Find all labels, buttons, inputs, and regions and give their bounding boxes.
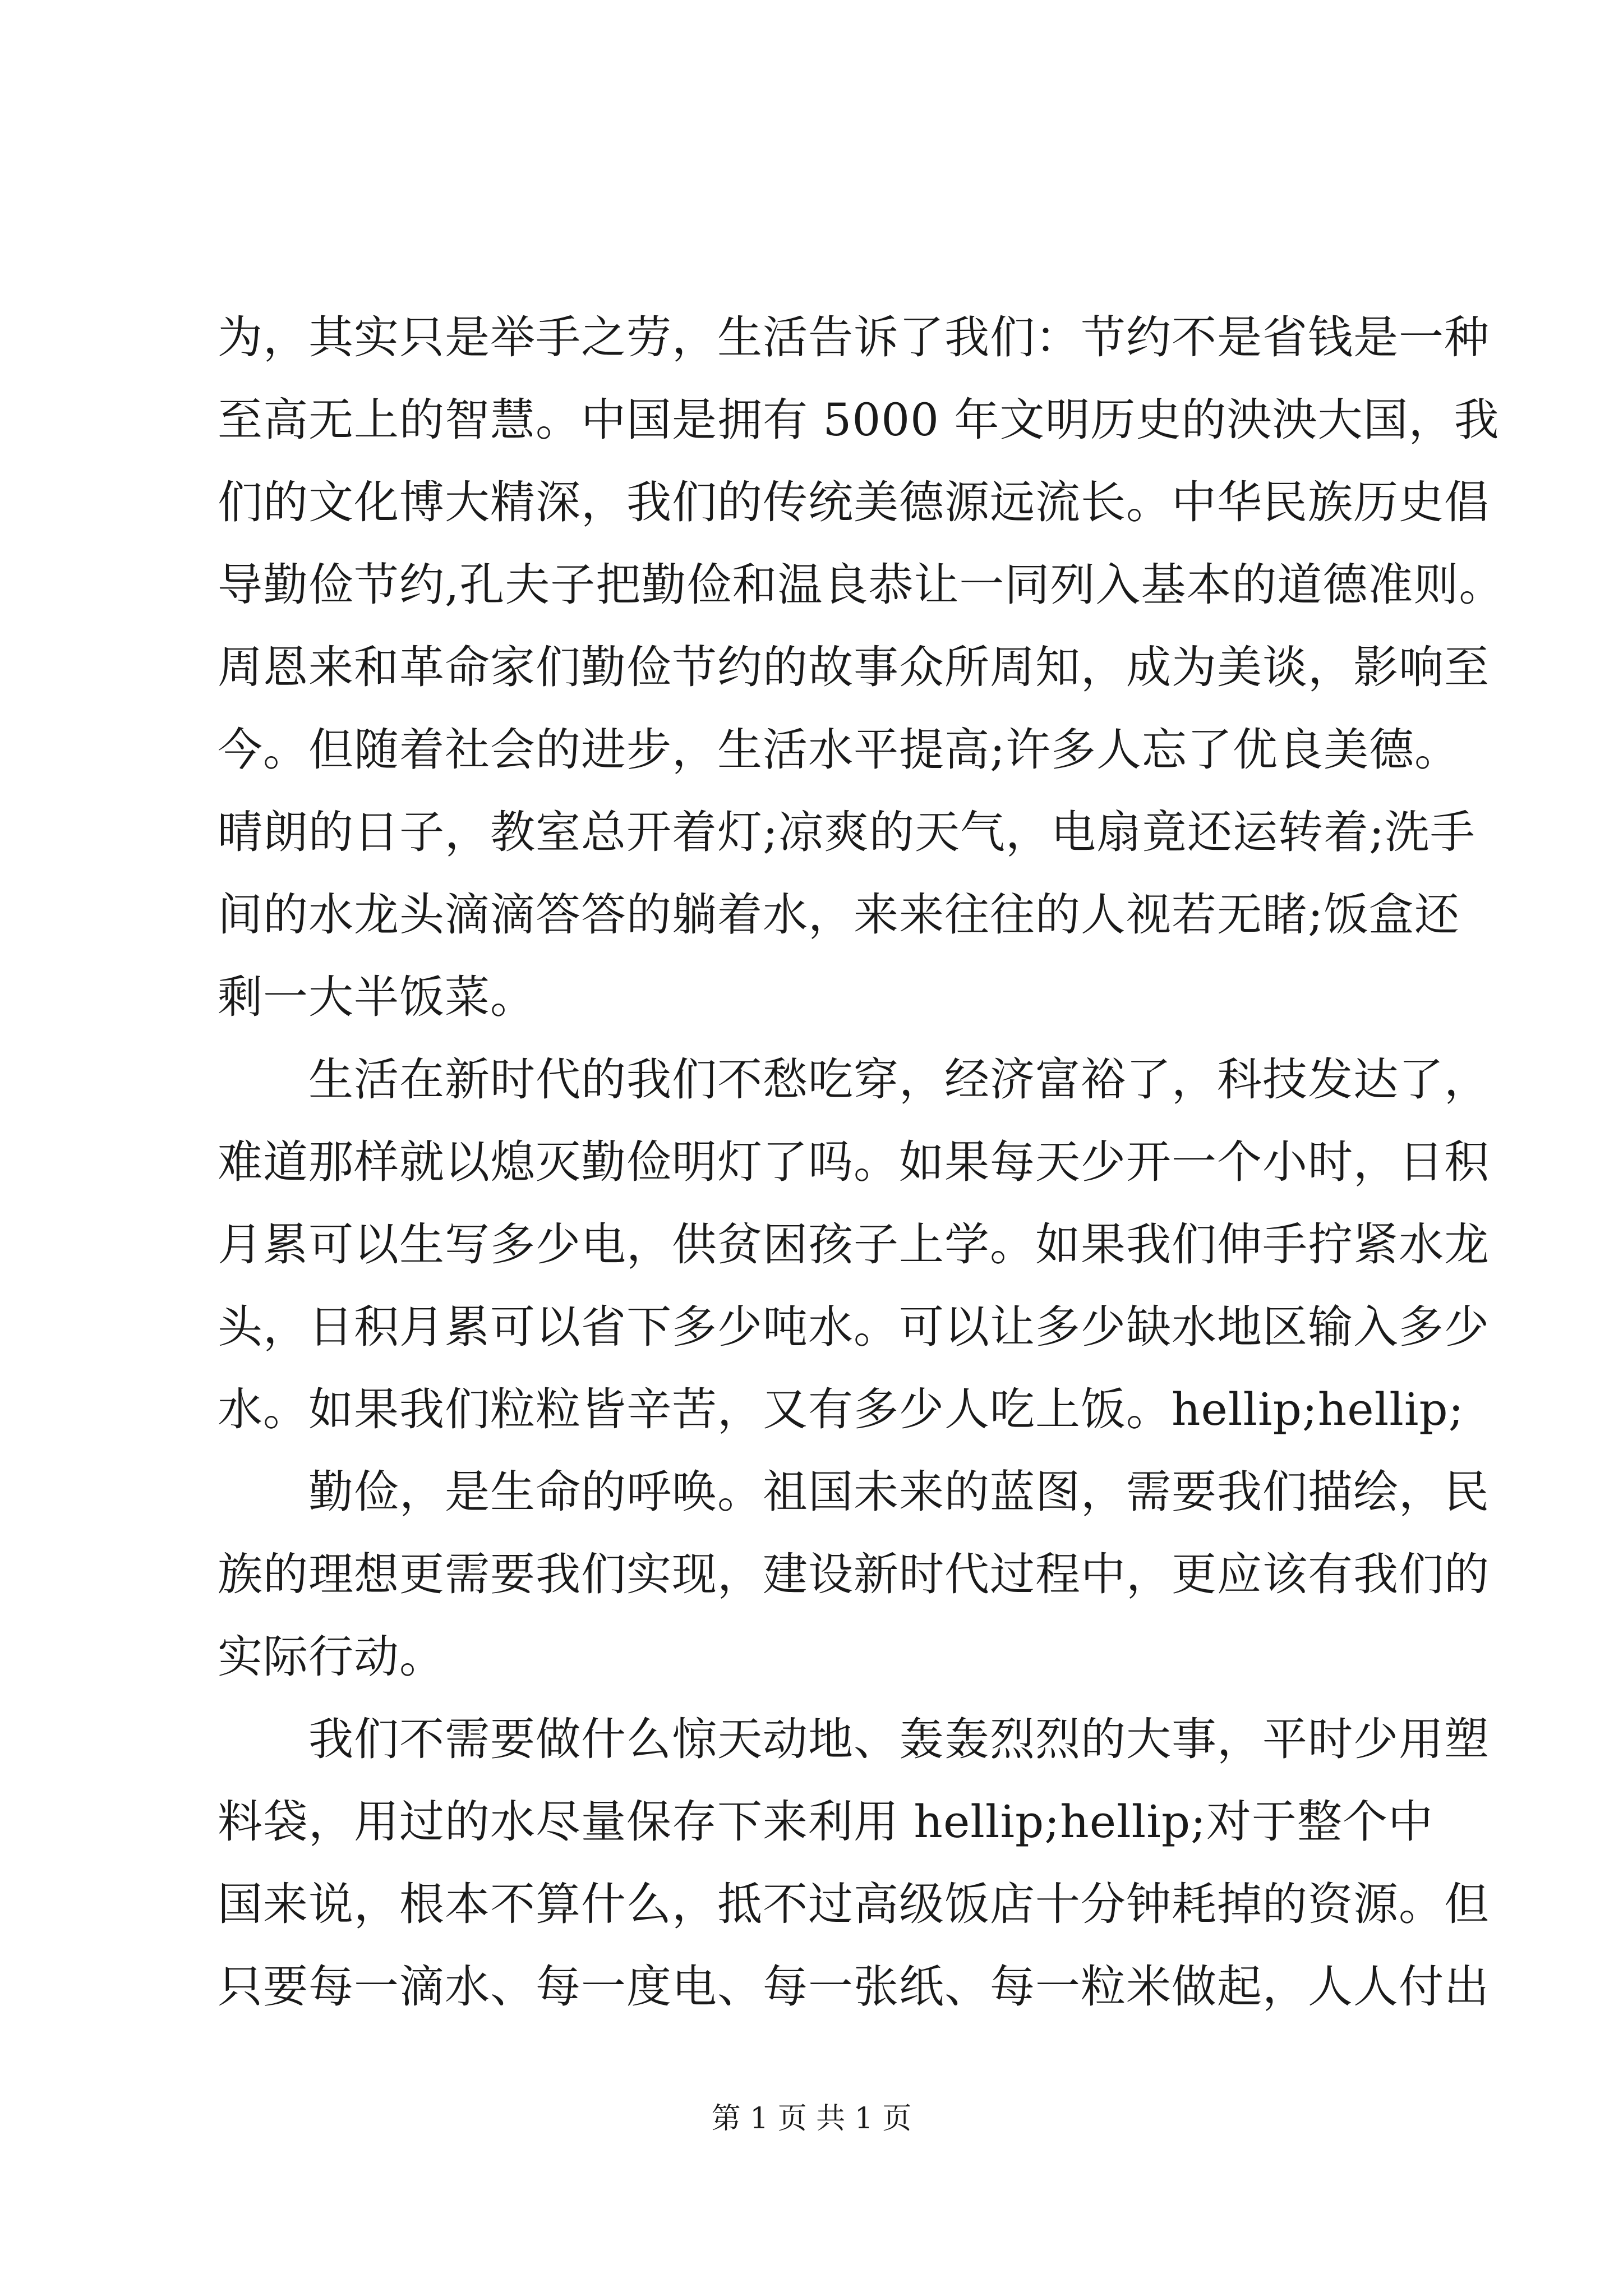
paragraph-first-line: 我们不需要做什么惊天动地、轰轰烈烈的大事，平时少用塑: [308, 1713, 1490, 1765]
paragraph-first-line: 生活在新时代的我们不愁吃穿，经济富裕了，科技发达了，: [308, 1053, 1490, 1106]
text-line: 只要每一滴水、每一度电、每一张纸、每一粒米做起，人人付出: [218, 1961, 1490, 2013]
text-line: 剩一大半饭菜。: [218, 971, 536, 1023]
text-line: 为，其实只是举手之劳，生活告诉了我们：节约不是省钱是一种: [218, 311, 1490, 364]
text-line: 月累可以生写多少电，供贫困孩子上学。如果我们伸手拧紧水龙: [218, 1218, 1490, 1271]
text-line: 周恩来和革命家们勤俭节约的故事众所周知，成为美谈，影响至: [218, 641, 1490, 693]
text-line: 难道那样就以熄灭勤俭明灯了吗。如果每天少开一个小时，日积: [218, 1136, 1490, 1188]
page-footer: 第 1 页 共 1 页: [711, 2102, 912, 2136]
text-line: 导勤俭节约,孔夫子把勤俭和温良恭让一同列入基本的道德准则。: [218, 559, 1505, 611]
text-line: 族的理想更需要我们实现，建设新时代过程中，更应该有我们的: [218, 1548, 1490, 1600]
paragraph-first-line: 勤俭，是生命的呼唤。祖国未来的蓝图，需要我们描绘，民: [308, 1466, 1490, 1518]
text-line: 间的水龙头滴滴答答的躺着水，来来往往的人视若无睹;饭盒还: [218, 889, 1460, 941]
text-line: 至高无上的智慧。中国是拥有 5000 年文明历史的泱泱大国，我: [218, 394, 1500, 446]
text-line: 实际行动。: [218, 1631, 445, 1683]
document-body: [218, 296, 1505, 2028]
text-line: 今。但随着社会的进步，生活水平提高;许多人忘了优良美德。: [218, 724, 1460, 776]
text-line: 头，日积月累可以省下多少吨水。可以让多少缺水地区输入多少: [218, 1301, 1490, 1353]
text-line: 料袋，用过的水尽量保存下来利用 hellip;hellip;对于整个中: [218, 1796, 1434, 1848]
text-line: 们的文化博大精深，我们的传统美德源远流长。中华民族历史倡: [218, 476, 1490, 528]
text-line: 晴朗的日子，教室总开着灯;凉爽的天气，电扇竟还运转着;洗手: [218, 806, 1476, 858]
text-line: 水。如果我们粒粒皆辛苦，又有多少人吃上饭。hellip;hellip;: [218, 1383, 1464, 1435]
text-line: 国来说，根本不算什么，抵不过高级饭店十分钟耗掉的资源。但: [218, 1878, 1490, 1930]
